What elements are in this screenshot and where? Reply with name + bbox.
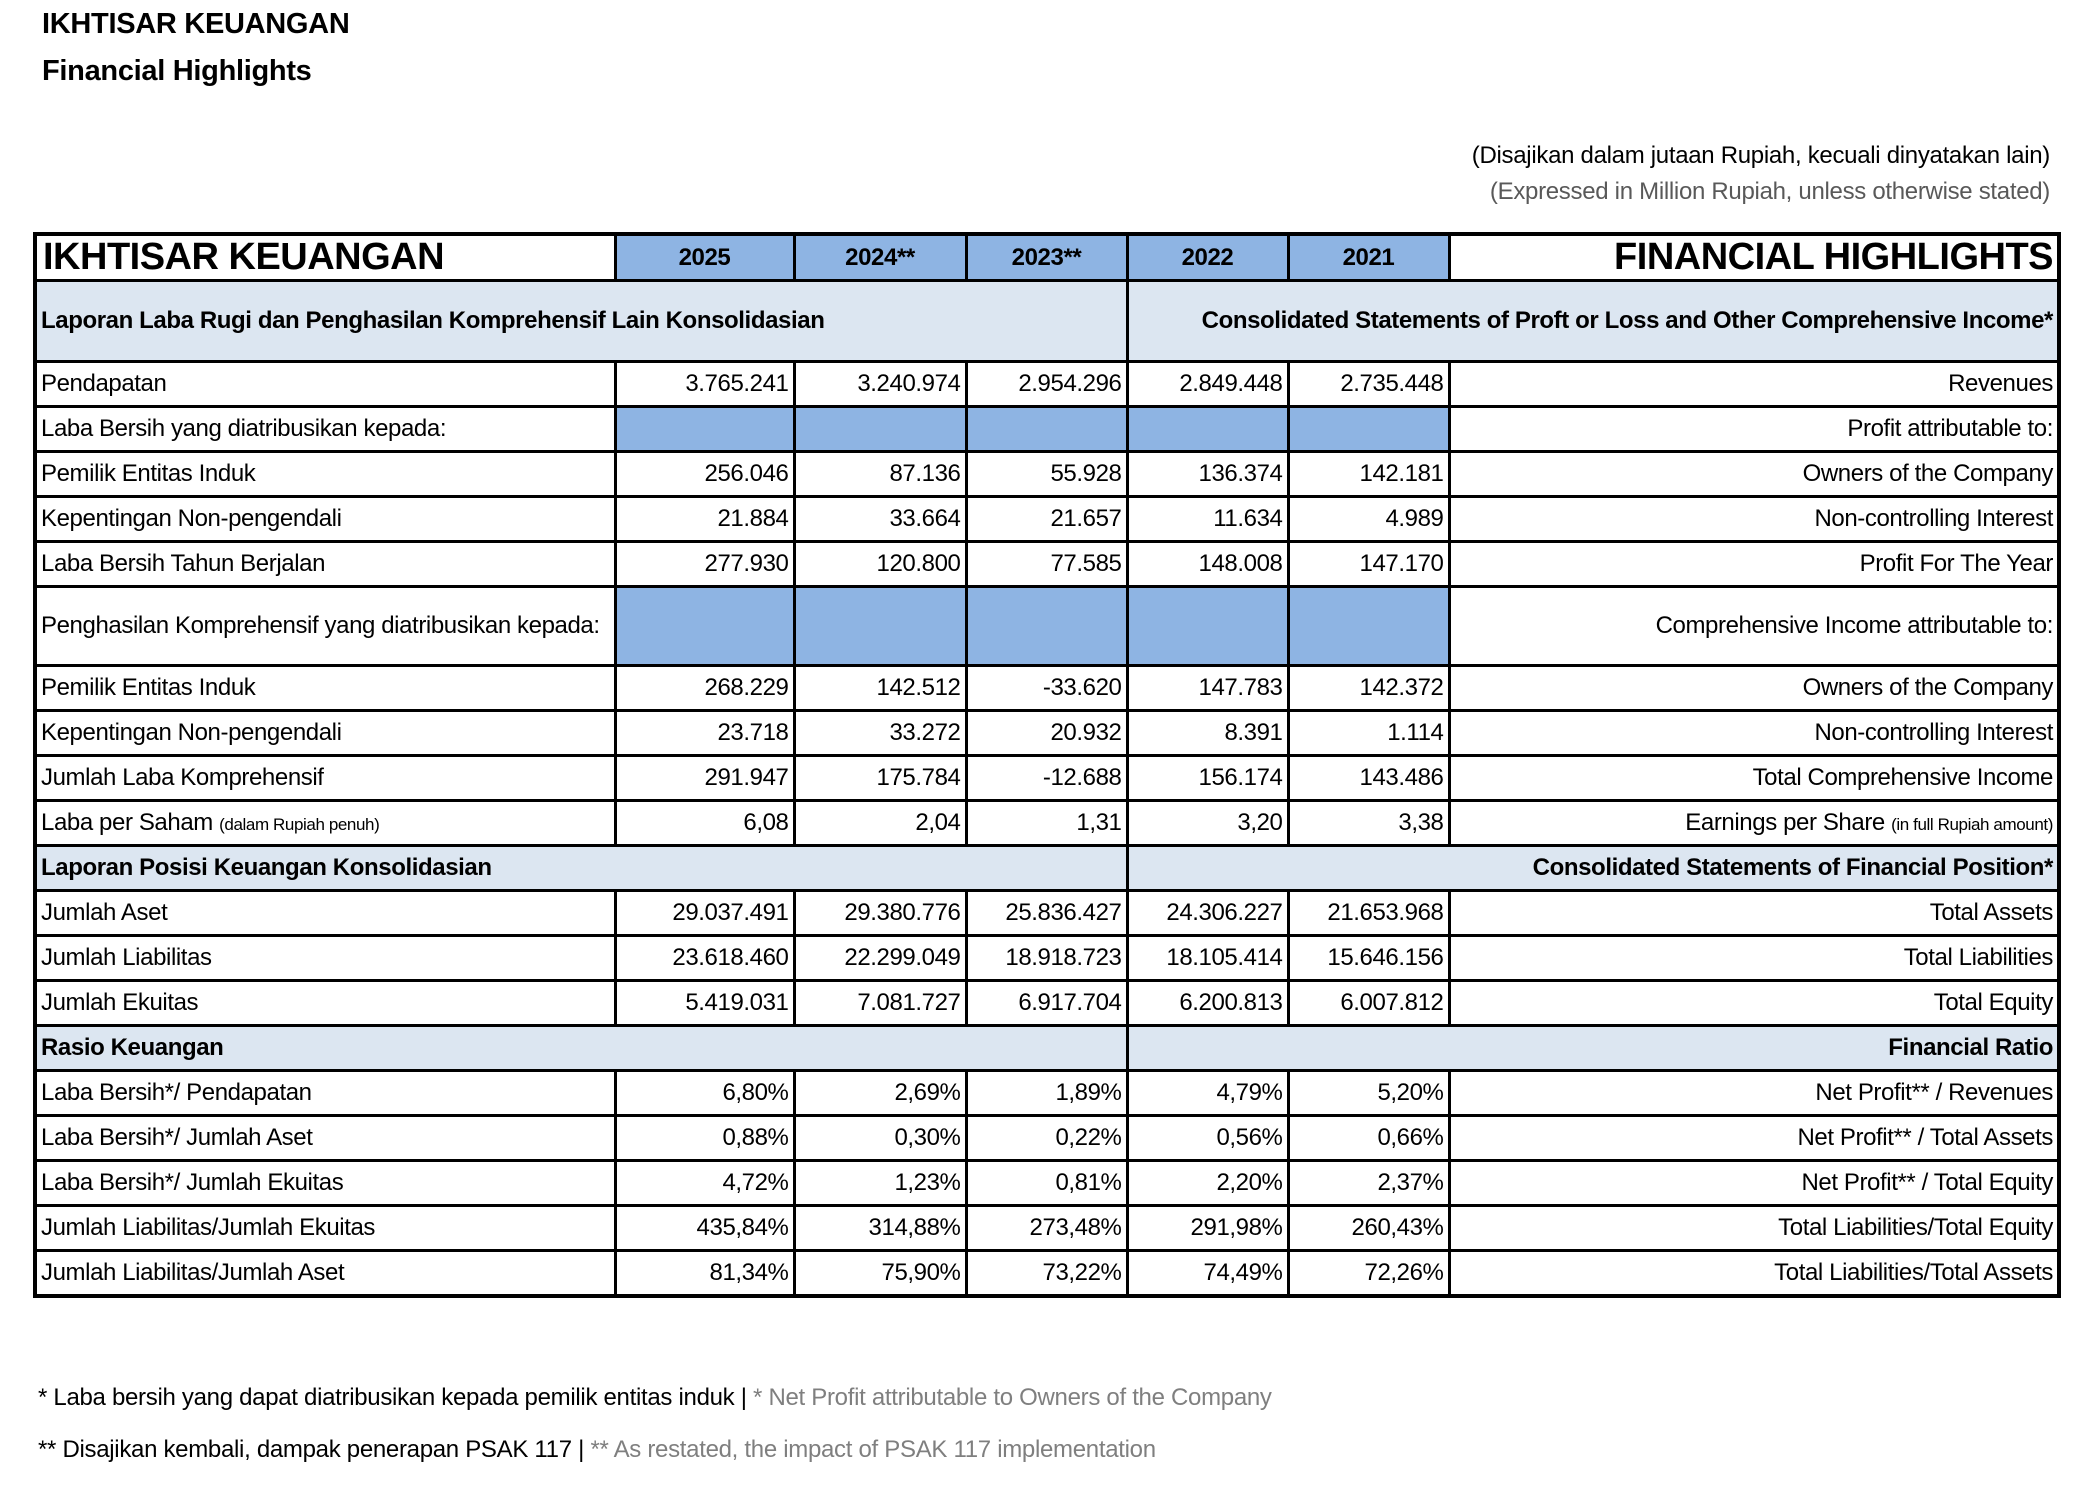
value-cell: -12.688: [966, 756, 1127, 801]
row-label-id-text: Jumlah Ekuitas: [41, 989, 199, 1016]
value-cell: 72,26%: [1288, 1251, 1449, 1297]
value-cell: 21.657: [966, 497, 1127, 542]
value-cell: 6.917.704: [966, 981, 1127, 1026]
value-cell: 175.784: [794, 756, 966, 801]
row-label-en-text: Total Liabilities: [1903, 944, 2053, 971]
row-label-id-text: Penghasilan Komprehensif yang diatribusikan kepada:: [41, 612, 600, 639]
value-cell: 20.932: [966, 711, 1127, 756]
value-cell: 55.928: [966, 452, 1127, 497]
footnote-id: ** Disajikan kembali, dampak penerapan PSAK 117 |: [38, 1436, 591, 1463]
row-label-id: [35, 756, 615, 801]
value-cell: 18.105.414: [1127, 936, 1288, 981]
value-cell: 3,20: [1127, 801, 1288, 846]
row-label-id: [35, 1071, 615, 1116]
value-cell: 4,79%: [1127, 1071, 1288, 1116]
value-cell: 2,20%: [1127, 1161, 1288, 1206]
row-label-id-note: (dalam Rupiah penuh): [219, 815, 380, 834]
section-header-row: [35, 1026, 2059, 1071]
table-row: [35, 407, 2059, 452]
value-cell: 29.037.491: [615, 891, 794, 936]
page-subtitle: Financial Highlights: [42, 55, 312, 87]
value-cell: 148.008: [1127, 542, 1288, 587]
row-label-id-text: Jumlah Liabilitas: [41, 944, 212, 971]
row-label-en: [1449, 1251, 2059, 1297]
value-cell: 21.653.968: [1288, 891, 1449, 936]
row-label-id: [35, 1116, 615, 1161]
row-label-id-text: Jumlah Liabilitas/Jumlah Aset: [41, 1259, 345, 1286]
row-label-id: [35, 891, 615, 936]
value-cell: 23.718: [615, 711, 794, 756]
value-cell: 24.306.227: [1127, 891, 1288, 936]
unit-note-en: (Expressed in Million Rupiah, unless otherwise stated): [1489, 178, 2050, 205]
value-cell: 142.372: [1288, 666, 1449, 711]
row-label-id-text: Pemilik Entitas Induk: [41, 674, 256, 701]
value-cell: 142.181: [1288, 452, 1449, 497]
value-cell: 156.174: [1127, 756, 1288, 801]
row-label-id-text: Pendapatan: [41, 370, 167, 397]
row-label-id-text: Laba Bersih*/ Jumlah Aset: [41, 1124, 313, 1151]
value-cell: -33.620: [966, 666, 1127, 711]
row-label-en-text: Total Equity: [1933, 989, 2053, 1016]
row-label-id: [35, 981, 615, 1026]
value-cell: 18.918.723: [966, 936, 1127, 981]
header-year: 2025: [615, 234, 794, 281]
table-row: [35, 542, 2059, 587]
value-cell: 0,56%: [1127, 1116, 1288, 1161]
row-label-en: [1449, 452, 2059, 497]
value-cell: 2.735.448: [1288, 362, 1449, 407]
row-label-en-text: Comprehensive Income attributable to:: [1655, 612, 2053, 639]
value-cell: 23.618.460: [615, 936, 794, 981]
row-label-en-note: (in full Rupiah amount): [1891, 815, 2053, 834]
table-row: [35, 1251, 2059, 1297]
value-cell: 87.136: [794, 452, 966, 497]
row-label-en: [1449, 362, 2059, 407]
section-header-row: [35, 846, 2059, 891]
footnote-en: * Net Profit attributable to Owners of the Company: [753, 1384, 1272, 1411]
value-cell: 147.170: [1288, 542, 1449, 587]
section-title-id: Rasio Keuangan: [35, 1026, 1127, 1071]
value-cell: 268.229: [615, 666, 794, 711]
value-cell: [966, 587, 1127, 666]
value-cell: 142.512: [794, 666, 966, 711]
footnote: [38, 1384, 1272, 1412]
row-label-id-text: Jumlah Liabilitas/Jumlah Ekuitas: [41, 1214, 376, 1241]
row-label-en-text: Net Profit** / Revenues: [1815, 1079, 2053, 1106]
row-label-en: [1449, 1206, 2059, 1251]
header-year: 2023**: [966, 234, 1127, 281]
section-title-id: Laporan Posisi Keuangan Konsolidasian: [35, 846, 1127, 891]
value-cell: 3,38: [1288, 801, 1449, 846]
row-label-en-text: Total Liabilities/Total Equity: [1778, 1214, 2053, 1241]
row-label-en-text: Net Profit** / Total Equity: [1801, 1169, 2053, 1196]
value-cell: 2.849.448: [1127, 362, 1288, 407]
value-cell: [1127, 587, 1288, 666]
header-label-en: FINANCIAL HIGHLIGHTS: [1449, 234, 2059, 281]
section-title-en: Consolidated Statements of Proft or Loss and Other Comprehensive Income*: [1127, 281, 2059, 362]
row-label-en: [1449, 497, 2059, 542]
value-cell: 0,88%: [615, 1116, 794, 1161]
table-header-row: [35, 234, 2059, 281]
row-label-id: [35, 1161, 615, 1206]
value-cell: 0,81%: [966, 1161, 1127, 1206]
value-cell: 1,23%: [794, 1161, 966, 1206]
row-label-en-text: Total Liabilities/Total Assets: [1774, 1259, 2053, 1286]
row-label-id: [35, 542, 615, 587]
row-label-en-text: Owners of the Company: [1802, 460, 2053, 487]
header-year: 2024**: [794, 234, 966, 281]
value-cell: 29.380.776: [794, 891, 966, 936]
value-cell: [615, 587, 794, 666]
footnote: [38, 1436, 1156, 1464]
value-cell: 277.930: [615, 542, 794, 587]
value-cell: 3.240.974: [794, 362, 966, 407]
row-label-en-text: Total Assets: [1929, 899, 2053, 926]
page-title: IKHTISAR KEUANGAN: [42, 8, 350, 40]
value-cell: 33.272: [794, 711, 966, 756]
row-label-en-text: Total Comprehensive Income: [1752, 764, 2053, 791]
table-row: [35, 497, 2059, 542]
row-label-en: [1449, 891, 2059, 936]
value-cell: 0,66%: [1288, 1116, 1449, 1161]
value-cell: 15.646.156: [1288, 936, 1449, 981]
value-cell: 120.800: [794, 542, 966, 587]
value-cell: 73,22%: [966, 1251, 1127, 1297]
table-row: [35, 801, 2059, 846]
value-cell: 1,31: [966, 801, 1127, 846]
row-label-id-text: Jumlah Laba Komprehensif: [41, 764, 324, 791]
row-label-en: [1449, 542, 2059, 587]
row-label-id-text: Laba Bersih*/ Pendapatan: [41, 1079, 312, 1106]
value-cell: [1127, 407, 1288, 452]
header-year: 2022: [1127, 234, 1288, 281]
row-label-id: [35, 801, 615, 846]
row-label-id: [35, 452, 615, 497]
value-cell: 75,90%: [794, 1251, 966, 1297]
value-cell: 6.007.812: [1288, 981, 1449, 1026]
row-label-id-text: Pemilik Entitas Induk: [41, 460, 256, 487]
value-cell: 4.989: [1288, 497, 1449, 542]
value-cell: 74,49%: [1127, 1251, 1288, 1297]
table-row: [35, 1116, 2059, 1161]
row-label-id-text: Laba per Saham: [41, 809, 213, 836]
table-row: [35, 981, 2059, 1026]
unit-note-id: (Disajikan dalam jutaan Rupiah, kecuali dinyatakan lain): [1471, 142, 2050, 169]
value-cell: [794, 587, 966, 666]
table-body: [35, 281, 2059, 1297]
value-cell: 81,34%: [615, 1251, 794, 1297]
value-cell: 5.419.031: [615, 981, 794, 1026]
value-cell: [615, 407, 794, 452]
value-cell: 77.585: [966, 542, 1127, 587]
value-cell: 0,30%: [794, 1116, 966, 1161]
value-cell: 5,20%: [1288, 1071, 1449, 1116]
value-cell: 25.836.427: [966, 891, 1127, 936]
row-label-en: [1449, 756, 2059, 801]
row-label-id-text: Kepentingan Non-pengendali: [41, 505, 342, 532]
row-label-en: [1449, 981, 2059, 1026]
value-cell: 6.200.813: [1127, 981, 1288, 1026]
footnote-en: ** As restated, the impact of PSAK 117 implementation: [590, 1436, 1156, 1463]
row-label-en-text: Non-controlling Interest: [1814, 505, 2053, 532]
value-cell: 6,80%: [615, 1071, 794, 1116]
value-cell: 2,04: [794, 801, 966, 846]
table-row: [35, 452, 2059, 497]
value-cell: 3.765.241: [615, 362, 794, 407]
row-label-en-text: Profit For The Year: [1859, 550, 2053, 577]
row-label-id: [35, 362, 615, 407]
value-cell: [1288, 407, 1449, 452]
value-cell: 11.634: [1127, 497, 1288, 542]
row-label-en: [1449, 711, 2059, 756]
value-cell: [966, 407, 1127, 452]
table-row: [35, 666, 2059, 711]
value-cell: [1288, 587, 1449, 666]
row-label-en: [1449, 666, 2059, 711]
value-cell: 6,08: [615, 801, 794, 846]
table-row: [35, 1071, 2059, 1116]
value-cell: 2.954.296: [966, 362, 1127, 407]
value-cell: 1.114: [1288, 711, 1449, 756]
row-label-en: [1449, 936, 2059, 981]
row-label-en-text: Revenues: [1948, 370, 2053, 397]
row-label-en: [1449, 1116, 2059, 1161]
table-row: [35, 756, 2059, 801]
row-label-id-text: Laba Bersih*/ Jumlah Ekuitas: [41, 1169, 344, 1196]
table-row: [35, 587, 2059, 666]
value-cell: 2,69%: [794, 1071, 966, 1116]
table-row: [35, 362, 2059, 407]
section-header-row: [35, 281, 2059, 362]
value-cell: 143.486: [1288, 756, 1449, 801]
table-row: [35, 1206, 2059, 1251]
row-label-id-text: Kepentingan Non-pengendali: [41, 719, 342, 746]
row-label-id-text: Laba Bersih Tahun Berjalan: [41, 550, 326, 577]
section-title-en: Financial Ratio: [1127, 1026, 2059, 1071]
value-cell: 260,43%: [1288, 1206, 1449, 1251]
section-title-id: Laporan Laba Rugi dan Penghasilan Komprehensif Lain Konsolidasian: [35, 281, 1127, 362]
value-cell: 22.299.049: [794, 936, 966, 981]
row-label-en: [1449, 587, 2059, 666]
row-label-id: [35, 1251, 615, 1297]
value-cell: 33.664: [794, 497, 966, 542]
value-cell: 21.884: [615, 497, 794, 542]
row-label-en-text: Non-controlling Interest: [1814, 719, 2053, 746]
value-cell: 147.783: [1127, 666, 1288, 711]
row-label-en: [1449, 407, 2059, 452]
row-label-id: [35, 407, 615, 452]
row-label-en-text: Earnings per Share: [1685, 809, 1885, 836]
financial-highlights-table: [33, 232, 2061, 1298]
header-label-id: IKHTISAR KEUANGAN: [35, 234, 615, 281]
value-cell: 273,48%: [966, 1206, 1127, 1251]
footnote-id: * Laba bersih yang dapat diatribusikan kepada pemilik entitas induk |: [38, 1384, 754, 1411]
table-row: [35, 936, 2059, 981]
row-label-en-text: Owners of the Company: [1802, 674, 2053, 701]
row-label-en: [1449, 1071, 2059, 1116]
table-row: [35, 891, 2059, 936]
value-cell: 435,84%: [615, 1206, 794, 1251]
value-cell: 291,98%: [1127, 1206, 1288, 1251]
row-label-id: [35, 936, 615, 981]
row-label-en: [1449, 1161, 2059, 1206]
value-cell: 8.391: [1127, 711, 1288, 756]
table-row: [35, 711, 2059, 756]
value-cell: 4,72%: [615, 1161, 794, 1206]
row-label-id-text: Laba Bersih yang diatribusikan kepada:: [41, 415, 447, 442]
row-label-id: [35, 587, 615, 666]
value-cell: 291.947: [615, 756, 794, 801]
value-cell: 7.081.727: [794, 981, 966, 1026]
row-label-en: [1449, 801, 2059, 846]
row-label-id: [35, 497, 615, 542]
section-title-en: Consolidated Statements of Financial Position*: [1127, 846, 2059, 891]
row-label-en-text: Net Profit** / Total Assets: [1797, 1124, 2053, 1151]
value-cell: 1,89%: [966, 1071, 1127, 1116]
value-cell: 0,22%: [966, 1116, 1127, 1161]
header-year: 2021: [1288, 234, 1449, 281]
row-label-id: [35, 1206, 615, 1251]
value-cell: 256.046: [615, 452, 794, 497]
table-row: [35, 1161, 2059, 1206]
value-cell: [794, 407, 966, 452]
value-cell: 136.374: [1127, 452, 1288, 497]
value-cell: 314,88%: [794, 1206, 966, 1251]
row-label-id-text: Jumlah Aset: [41, 899, 168, 926]
row-label-id: [35, 711, 615, 756]
row-label-en-text: Profit attributable to:: [1847, 415, 2053, 442]
row-label-id: [35, 666, 615, 711]
value-cell: 2,37%: [1288, 1161, 1449, 1206]
